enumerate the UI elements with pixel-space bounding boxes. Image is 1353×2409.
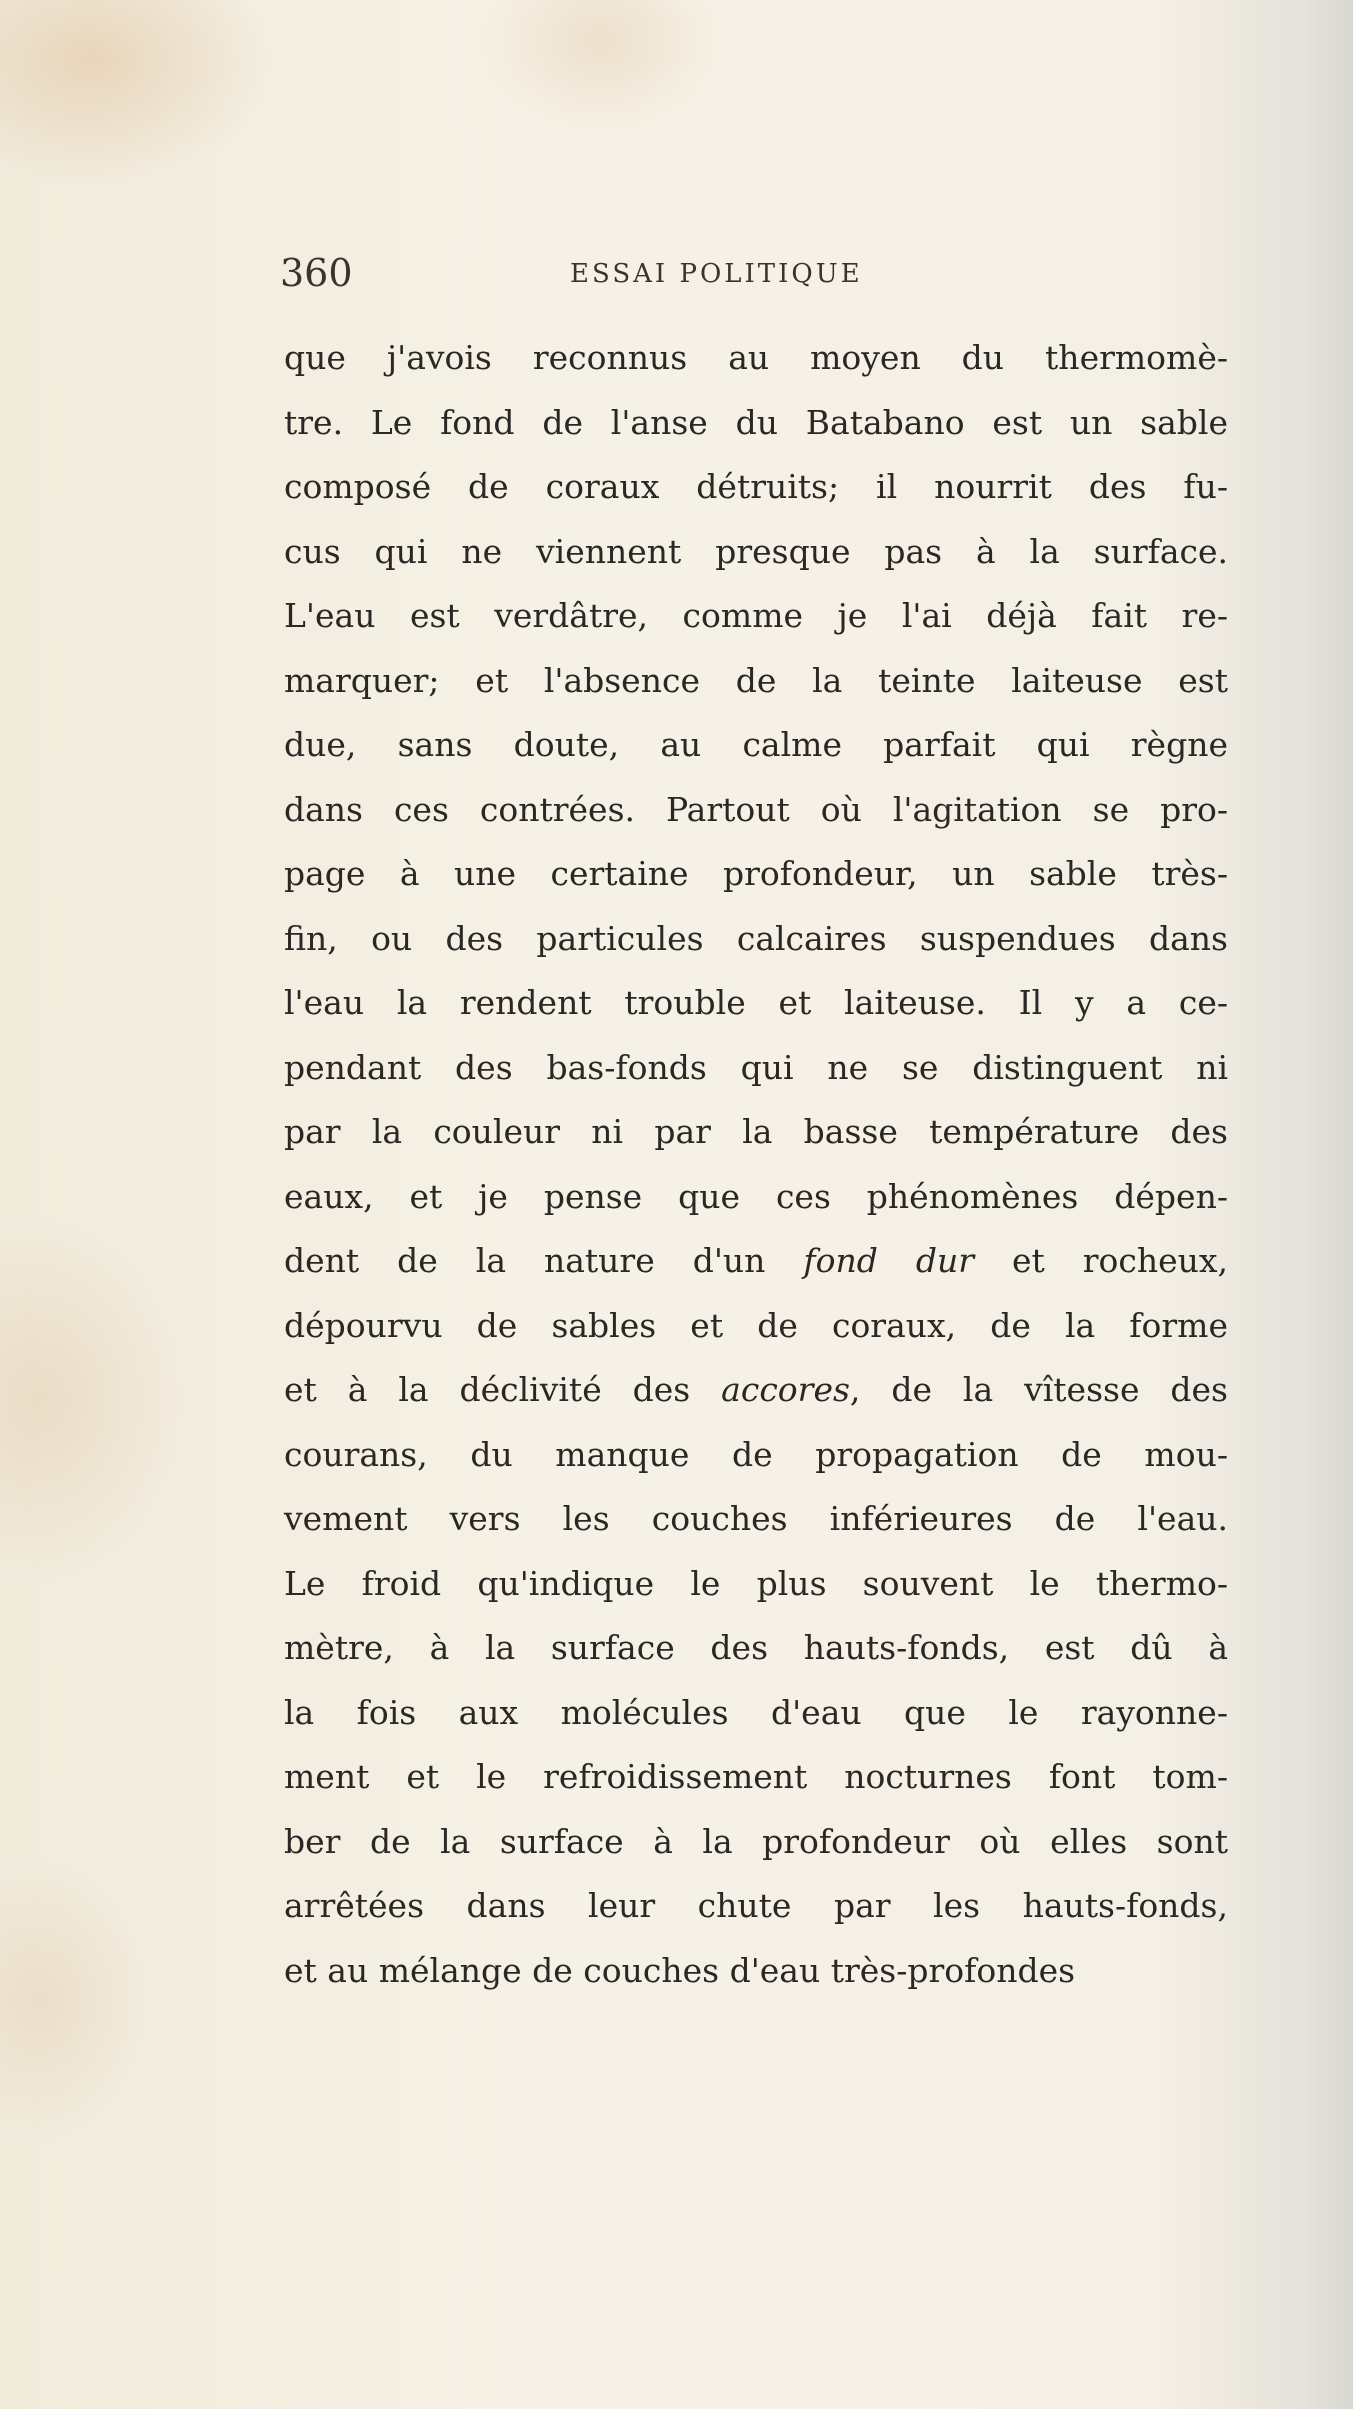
- text-line: arrêtées dans leur chute par les hauts-fonds,: [284, 1886, 1228, 1925]
- text-line: due, sans doute, au calme parfait qui règne: [284, 725, 1228, 764]
- text-line: ber de la surface à la profondeur où elles sont: [284, 1821, 1228, 1861]
- text-line: L'eau est verdâtre, comme je l'ai déjà fait re-: [284, 596, 1228, 635]
- text-line: page à une certaine profondeur, un sable très-: [284, 854, 1228, 893]
- text-line: mètre, à la surface des hauts-fonds, est dû à: [284, 1628, 1228, 1667]
- text-line: courans, du manque de propagation de mou-: [284, 1434, 1228, 1474]
- italic-term: fond dur: [803, 1241, 974, 1280]
- text-line: fin, ou des particules calcaires suspendues dans: [284, 918, 1228, 958]
- line-text: , de la vîtesse des: [849, 1370, 1228, 1409]
- text-line: par la couleur ni par la basse température des: [284, 1112, 1228, 1151]
- text-line: marquer; et l'absence de la teinte laiteuse est: [284, 660, 1228, 700]
- line-text: dent de la nature d'un: [284, 1241, 804, 1280]
- text-line: tre. Le fond de l'anse du Batabano est un sable: [284, 402, 1228, 442]
- text-line: la fois aux molécules d'eau que le rayonne-: [284, 1692, 1228, 1732]
- page-header: [280, 253, 1230, 293]
- text-line: [284, 1229, 1228, 1294]
- running-head: ESSAI POLITIQUE: [570, 259, 863, 289]
- text-line: dépourvu de sables et de coraux, de la forme: [284, 1305, 1228, 1345]
- italic-term: accores: [721, 1370, 850, 1409]
- text-line: eaux, et je pense que ces phénomènes dépen-: [284, 1176, 1228, 1216]
- text-line: dans ces contrées. Partout où l'agitation se pro-: [284, 789, 1228, 829]
- text-line: l'eau la rendent trouble et laiteuse. Il y a ce-: [284, 983, 1228, 1022]
- text-line: ment et le refroidissement nocturnes font tom-: [284, 1757, 1228, 1796]
- text-line: cus qui ne viennent presque pas à la surface.: [284, 531, 1228, 571]
- text-line: [284, 1358, 1228, 1423]
- text-line: vement vers les couches inférieures de l'eau.: [284, 1499, 1228, 1538]
- text-line: Le froid qu'indique le plus souvent le thermo-: [284, 1563, 1228, 1603]
- text-line: et au mélange de couches d'eau très-profondes: [284, 1950, 1076, 1990]
- text-line: composé de coraux détruits; il nourrit des fu-: [284, 467, 1228, 506]
- text-line: pendant des bas-fonds qui ne se distinguent ni: [284, 1047, 1228, 1087]
- line-text: et à la déclivité des: [284, 1370, 722, 1409]
- text-line: que j'avois reconnus au moyen du thermomè-: [284, 338, 1228, 377]
- body-text: [284, 326, 1228, 2003]
- page-number: 360: [280, 251, 353, 295]
- line-text: et rocheux,: [973, 1241, 1228, 1280]
